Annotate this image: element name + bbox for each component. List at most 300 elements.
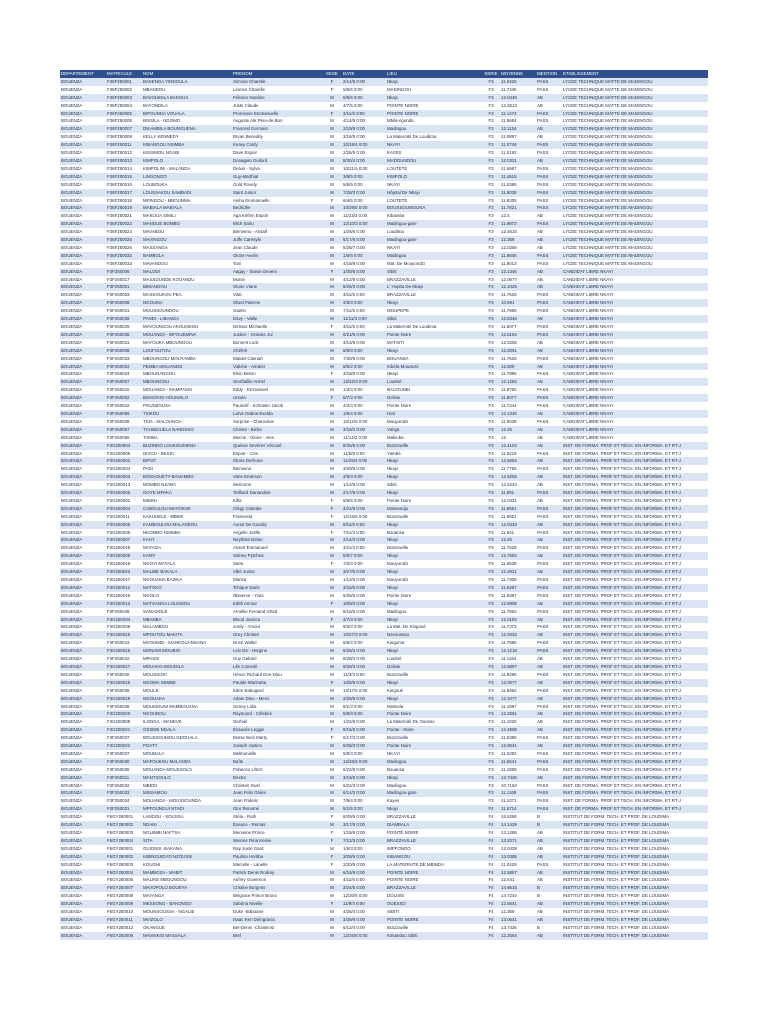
cell-serie: F3 [488,750,494,756]
cell-moyenne: 12.0321 [501,497,517,503]
cell-mention: AB [537,600,543,606]
cell-etablissement: LYCEE TECHNIQUE MATTE DE MADINGOU [563,102,653,108]
cell-mention: AB [537,656,543,662]
cell-lieu: Kibéla-Mouanzé [387,363,419,369]
cell-departement: BOUENZA [61,608,83,614]
cell-matricule: F3F250002 [107,395,130,401]
cell-moyenne: 12.0641 [501,743,517,749]
cell-prenom: Angelle Joëlle [233,529,261,535]
cell-nom: MALODI [143,268,160,274]
cell-sexe: F [330,497,334,503]
cell-nom: MOUMOUNI MAMBOUANA [143,703,198,709]
table-row [60,639,708,647]
cell-sexe: F [330,853,334,859]
cell-sexe: M [330,410,334,416]
cell-matricule: F3G250020 [107,711,131,717]
cell-sexe: M [330,403,334,409]
cell-lieu: Pointe Noire [387,403,412,409]
cell-nom: MALIKE MBOUNGOU [143,877,187,883]
cell-serie: F3 [488,379,494,385]
cell-serie: F3 [488,656,494,662]
cell-serie: F4 [488,901,494,907]
table-row [60,608,708,616]
cell-etablissement: LYCEE TECHNIQUE MATTE DE MADINGOU [563,221,653,227]
cell-departement: BOUENZA [61,853,83,859]
cell-matricule: F6GY250001 [107,814,134,820]
cell-date: 11/14/2 0:00 [343,434,368,440]
cell-lieu: LA MATERNITE DE MBINDA [387,861,445,867]
cell-mention: PASS [537,86,549,92]
cell-etablissement: LYCEE TECHNIQUE MATTE DE MADINGOU [563,118,653,124]
cell-date: 6/5/6 0:00 [343,94,363,100]
cell-nom: MBOUNGOU MOUYAMBA [143,355,196,361]
cell-prenom: Teilhard Danandise [233,490,271,496]
cell-date: 11/6/9 0:00 [343,450,365,456]
cell-prenom: Simone Charelle [233,78,266,84]
cell-mention: AB [537,916,543,922]
cell-nom: MPFOUNGUI NTADI [143,806,184,812]
cell-prenom: Elvin Belvin [233,371,256,377]
cell-moyenne: 12.2564 [501,932,517,938]
table-row [60,687,708,695]
cell-etablissement: LYCEE TECHNIQUE MATTE DE MADINGOU [563,78,653,84]
cell-lieu: Madingou-gare [387,221,417,227]
cell-departement: BOUENZA [61,600,83,606]
cell-nom: MBANDOU [143,86,166,92]
cell-date: 6/4/5 0:00 [343,197,363,203]
cell-date: 4/11/6 0:00 [343,877,365,883]
cell-lieu: Mat. De Mouyondzi [387,260,425,266]
table-row [60,117,708,125]
cell-nom: NGOUAMA BAZIKA [143,577,183,582]
cell-etablissement: INST. DE FORMA. PROF ET TECH. EN INFORMA. ET RT-J [563,703,681,709]
cell-sexe: M [330,142,334,148]
cell-departement: BOUENZA [61,671,83,677]
cell-matricule: F3F250039 [107,687,130,693]
cell-matricule: F3F250008 [107,300,130,306]
cell-sexe: F [330,505,334,511]
cell-nom: NGOLO [143,592,159,598]
cell-departement: BOUENZA [61,869,83,875]
cell-mention: PASS [537,221,549,227]
cell-sexe: M [330,221,334,227]
table-body [60,78,708,940]
cell-sexe: M [330,577,334,582]
cell-date: 5/1/5 0:00 [343,806,363,812]
cell-prenom: Gloire Viane [233,284,258,290]
cell-etablissement: CANDIDAT LIBRE NKAYI [563,292,614,298]
cell-prenom: Borvent Luck [233,339,259,345]
cell-lieu: Nkayi [387,78,398,84]
cell-mention: AB [537,316,543,322]
cell-sexe: M [330,474,334,480]
cell-nom: MAYOUKA MBOUNGOU [143,339,192,345]
cell-prenom: Auguste Aïk Père-de-Bon [233,118,283,124]
cell-nom: BIMANGOU [143,284,167,290]
cell-etablissement: INSTITUT DE FORM. TECH. ET PROF. DE LOUDIMA [563,861,670,867]
cell-matricule: F3F250017 [107,276,130,282]
cell-moyenne: 11.9551 [501,513,517,519]
cell-etablissement: INST. DE FORMA. PROF ET TECH. EN INFORMA. ET RT-J [563,450,681,456]
cell-serie: F3 [488,474,494,480]
cell-prenom: Hénoc Richard Don-Dieu [233,671,282,677]
cell-moyenne: 12.5897 [501,869,517,875]
cell-nom: MOUSSOKI [143,671,167,677]
cell-mention: PASS [537,790,549,796]
cell-nom: NKOMBO NSIMBA [143,529,181,535]
cell-departement: BOUENZA [61,252,83,258]
cell-lieu: Kibamba [387,213,405,219]
cell-mention: PASS [537,735,549,741]
cell-nom: LANDOU - SOUSSA [143,814,184,820]
cell-etablissement: INST. DE FORMA. PROF ET TECH. EN INFORMA. ET RT-J [563,648,681,654]
cell-lieu: Hôpital De Nkayi [387,189,420,195]
cell-prenom: Assert Emmanuel [233,545,268,551]
cell-departement: BOUENZA [61,173,83,179]
cell-date: 8/25/6 0:00 [343,442,365,448]
cell-mention: PASS [537,450,549,456]
cell-moyenne: 12.0429 [501,845,517,851]
cell-departement: BOUENZA [61,142,83,148]
cell-mention: AB [537,363,543,369]
cell-lieu: Nkayi [387,458,398,464]
cell-serie: F3 [488,648,494,654]
cell-mention: B [537,924,540,930]
cell-sexe: F [330,837,334,843]
cell-date: 5/9/6 0:00 [343,86,363,92]
cell-mention: AB [537,134,543,140]
cell-etablissement: INST. DE FORMA. PROF ET TECH. EN INFORMA. ET RT-J [563,537,681,543]
table-row [60,726,708,734]
cell-prenom: Larve Dabna Exelda [233,410,273,416]
cell-etablissement: INST. DE FORMA. PROF ET TECH. EN INFORMA. ET RT-J [563,806,681,812]
cell-serie: F3 [488,118,494,124]
cell-date: 3/18/5 0:00 [343,371,365,377]
cell-prenom: Bryan Benedity [233,134,263,140]
cell-prenom: Tchique Daris [233,584,260,590]
cell-etablissement: CANDIDAT LIBRE NKAYI [563,316,614,322]
cell-serie: F3 [488,482,494,488]
cell-etablissement: INST. DE FORMA. PROF ET TECH. EN INFORMA. ET RT-J [563,497,681,503]
cell-date: 3/19/5 0:00 [343,774,365,780]
cell-moyenne: 12.4615 [501,229,517,235]
cell-matricule: F36F250022 [107,221,132,227]
cell-serie: F3 [488,537,494,543]
cell-serie: F3 [488,102,494,108]
cell-etablissement: INST. DE FORMA. PROF ET TECH. EN INFORMA. ET RT-J [563,687,681,693]
cell-departement: BOUENZA [61,94,83,100]
cell-etablissement: INSTITUT DE FORM. TECH. ET PROF. DE LOUDIMA [563,924,670,930]
cell-date: 3/11/3 0:00 [343,545,365,551]
cell-serie: F3 [488,679,494,685]
cell-sexe: F [330,513,334,519]
cell-date: 7/12/3 0:00 [343,837,365,843]
cell-etablissement: CANDIDAT LIBRE NKAYI [563,434,614,440]
table-row [60,845,708,853]
cell-sexe: M [330,671,334,677]
cell-etablissement: CANDIDAT LIBRE NKAYI [563,347,614,353]
cell-etablissement: CANDIDAT LIBRE NKAYI [563,284,614,290]
cell-nom: MAVANDOU [143,260,168,266]
cell-sexe: M [330,608,334,614]
table-row [60,378,708,386]
cell-sexe: M [330,308,334,314]
cell-date: 2/25/6 0:00 [343,695,365,701]
cell-serie: F3 [488,584,494,590]
table-row [60,299,708,307]
cell-mention: AB [537,553,543,559]
cell-nom: MASSOUKOU PEA [143,292,182,298]
cell-etablissement: INST. DE FORMA. PROF ET TECH. EN INFORMA. ET RT-J [563,758,681,764]
cell-date: 2/17/5 0:00 [343,490,365,496]
cell-serie: F3 [488,600,494,606]
cell-departement: BOUENZA [61,237,83,243]
cell-mention: AB [537,830,543,835]
cell-serie: F3 [488,110,494,116]
cell-etablissement: INST. DE FORMA. PROF ET TECH. EN INFORMA. ET RT-J [563,782,681,788]
cell-mention: AB [537,837,543,843]
table-row [60,331,708,339]
cell-date: 1/18/6 0:00 [343,830,365,835]
cell-departement: BOUENZA [61,924,83,930]
cell-serie: F3 [488,434,494,440]
cell-mention: PASS [537,308,549,314]
cell-departement: BOUENZA [61,561,83,567]
cell-date: 8/5/2 0:00 [343,363,363,369]
table-row [60,268,708,276]
cell-matricule: F3F250042 [107,656,130,662]
cell-moyenne: 12.5256 [501,474,517,480]
cell-mention: PASS [537,758,549,764]
cell-departement: BOUENZA [61,822,83,828]
cell-date: 8/16/5 0:00 [343,608,365,614]
table-row [60,450,708,458]
cell-moyenne: 11.9038 [501,418,517,424]
cell-moyenne: 11.8205 [501,197,517,203]
cell-lieu: Mintsela [387,703,404,709]
cell-date: 8/15/5 0:00 [343,727,365,733]
cell-sexe: M [330,656,334,662]
cell-etablissement: LYCEE TECHNIQUE MATTE DE MADINGOU [563,86,653,92]
table-row [60,932,708,940]
cell-sexe: M [330,869,334,875]
table-row [60,457,708,465]
cell-lieu: BOUANSA [387,355,409,361]
cell-prenom: Christe - Biche [233,426,262,432]
cell-matricule: F3G250034 [107,616,131,622]
cell-lieu: Mossendjo [387,505,409,511]
cell-lieu: Madingou-gare [387,790,417,796]
cell-matricule: F3F250007 [107,379,130,385]
cell-prenom: Espoir - Cins [233,450,259,456]
cell-matricule: F3F250033 [107,355,130,361]
cell-mention: AB [537,458,543,464]
table-row [60,497,708,505]
cell-lieu: Nkayi [387,94,398,100]
cell-mention: PASS [537,371,549,377]
cell-mention: PASS [537,640,549,646]
table-row [60,679,708,687]
cell-mention: PASS [537,403,549,409]
cell-prenom: Moïse Beni Marty [233,735,268,741]
cell-etablissement: LYCEE TECHNIQUE MATTE DE MADINGOU [563,165,653,171]
cell-nom: PANDI - LIBANGA [143,316,180,322]
cell-etablissement: INST. DE FORMA. PROF ET TECH. EN INFORMA. ET RT-J [563,695,681,701]
cell-mention: AB [537,497,543,503]
table-row [60,465,708,473]
cell-nom: DIKAMBILA BOUNGUENA [143,126,196,132]
cell-serie: F3 [488,418,494,424]
cell-matricule: F6GY250002 [107,822,134,828]
cell-departement: BOUENZA [61,719,83,725]
cell-date: 3/29/5 0:00 [343,466,365,472]
cell-matricule: F3F250056 [107,434,130,440]
cell-nom: KAMBOULOU-MALANDOU [143,521,198,527]
cell-mention: AB [537,94,543,100]
cell-etablissement: INST. DE FORMA. PROF ET TECH. EN INFORMA. ET RT-J [563,458,681,464]
cell-moyenne: 11.0897 [501,134,517,140]
cell-nom: MVIZOLO [143,916,163,922]
table-row [60,149,708,157]
cell-nom: MAVOPOLO BOUEYA [143,885,187,891]
cell-sexe: M [330,916,334,922]
cell-nom: BIPOT [143,458,157,464]
cell-mention: PASS [537,766,549,772]
cell-nom: MOUAKO-MOUDILA [143,663,184,669]
cell-mention: PASS [537,648,549,654]
table-row [60,560,708,568]
cell-lieu: La Mat. De Kingoué [387,624,426,630]
col-header-matricule: MATRICULE [107,71,133,76]
cell-departement: BOUENZA [61,885,83,891]
cell-moyenne: 12.2821 [501,569,517,575]
cell-moyenne: 11.7372 [501,624,517,630]
cell-lieu: Bouansa [387,529,405,535]
cell-lieu: Yamba [387,450,401,456]
cell-prenom: Geney Lidia [233,703,257,709]
cell-moyenne: 12.25 [501,426,512,432]
cell-serie: F3 [488,244,494,250]
cell-lieu: Madingou [387,252,407,258]
cell-nom: ILONGA - MANEVE [143,719,182,725]
cell-nom: SAMADOLE [143,608,168,614]
cell-etablissement: CANDIDAT LIBRE NKAYI [563,418,614,424]
cell-moyenne: 11.1026 [501,719,517,725]
cell-mention: PASS [537,292,549,298]
cell-prenom: Gloire Derhone [233,458,263,464]
cell-departement: BOUENZA [61,624,83,630]
cell-lieu: L' Hopita De Nkayi [387,284,424,290]
cell-date: 4/19/6 0:00 [343,260,365,266]
cell-departement: BOUENZA [61,102,83,108]
cell-mention: AB [537,157,543,163]
cell-prenom: Gloire-Avelin [233,252,259,258]
cell-nom: CABOULOU-MAYOKOK [143,505,191,511]
cell-prenom: Glor Renomé [233,806,260,812]
cell-mention: PASS [537,608,549,614]
cell-prenom: Guy Gabriel [233,656,257,662]
cell-prenom: Jean Felix Gloire [233,790,266,796]
cell-departement: BOUENZA [61,434,83,440]
cell-etablissement: INSTITUT DE FORM. TECH. ET PROF. DE LOUDIMA [563,830,670,835]
cell-sexe: M [330,379,334,385]
cell-serie: F3 [488,790,494,796]
cell-sexe: F [330,268,334,274]
cell-sexe: M [330,750,334,756]
cell-nom: GUIGNIS -BAKANA [143,845,183,851]
cell-lieu: BRAZZAVILLE [387,814,416,820]
cell-nom: LINGONGO [143,173,167,179]
cell-departement: BOUENZA [61,244,83,250]
cell-prenom: Marisa [233,577,247,582]
cell-moyenne: 12.1077 [501,695,517,701]
cell-serie: F4 [488,853,494,859]
cell-nom: MOMBO NZABA [143,482,176,488]
cell-sexe: M [330,845,334,851]
cell-prenom: Mekhonielle [233,750,257,756]
cell-matricule: F6GY250010 [107,909,134,915]
cell-matricule: F36F250006 [107,118,132,124]
cell-moyenne: 11.5641 [501,758,517,764]
cell-prenom: Eddy - Emmanuel [233,387,268,393]
cell-etablissement: INST. DE FORMA. PROF ET TECH. EN INFORMA. ET RT-J [563,616,681,622]
cell-serie: F4 [488,885,494,891]
cell-serie: F3 [488,466,494,472]
cell-departement: BOUENZA [61,837,83,843]
cell-moyenne: 12.5654 [501,458,517,464]
cell-date: 10/27/3 0:00 [343,632,368,638]
cell-serie: F3 [488,395,494,401]
cell-moyenne: 12.7692 [501,553,517,559]
cell-mention: PASS [537,592,549,598]
cell-departement: BOUENZA [61,292,83,298]
cell-etablissement: CANDIDAT LIBRE NKAYI [563,324,614,329]
cell-nom: MATOKO [143,584,162,590]
cell-moyenne: 12.0256 [501,244,517,250]
cell-moyenne: 13.0385 [501,853,517,859]
table-row [60,892,708,900]
cell-prenom: Delvin - Sylva [233,165,260,171]
cell-etablissement: INSTITUT DE FORM. TECH. ET PROF. DE LOUDIMA [563,885,670,891]
cell-prenom: Éxauce - Remas [233,822,266,828]
table-row [60,536,708,544]
cell-sexe: M [330,624,334,630]
cell-nom: KIMPOLO [143,157,164,163]
cell-matricule: F6GY250007 [107,885,134,891]
cell-date: 6/14/3 0:00 [343,790,365,796]
table-row [60,323,708,331]
cell-date: 4/5/3 0:00 [343,300,363,306]
cell-departement: BOUENZA [61,458,83,464]
cell-moyenne: 12.0577 [501,276,517,282]
cell-prenom: Gold Rovely [233,181,257,187]
cell-matricule: F36F250008 [107,134,132,140]
cell-serie: F3 [488,608,494,614]
cell-sexe: M [330,592,334,598]
cell-prenom: Duke -Baboane [233,909,264,915]
cell-moyenne: 12.1026 [501,284,517,290]
cell-serie: F3 [488,410,494,416]
cell-prenom: Davy - Vallie [233,316,258,322]
cell-prenom: Promesse Emmanuelle [233,110,279,116]
cell-mention: AB [537,695,543,701]
cell-date: 3/18/2 0:00 [343,426,365,432]
cell-moyenne: 12.5 [501,213,510,219]
table-row [60,782,708,790]
cell-prenom: Éxaucée Leggie [233,727,265,733]
cell-prenom: Aisha Emmanuelle [233,197,270,203]
cell-mention: AB [537,901,543,907]
